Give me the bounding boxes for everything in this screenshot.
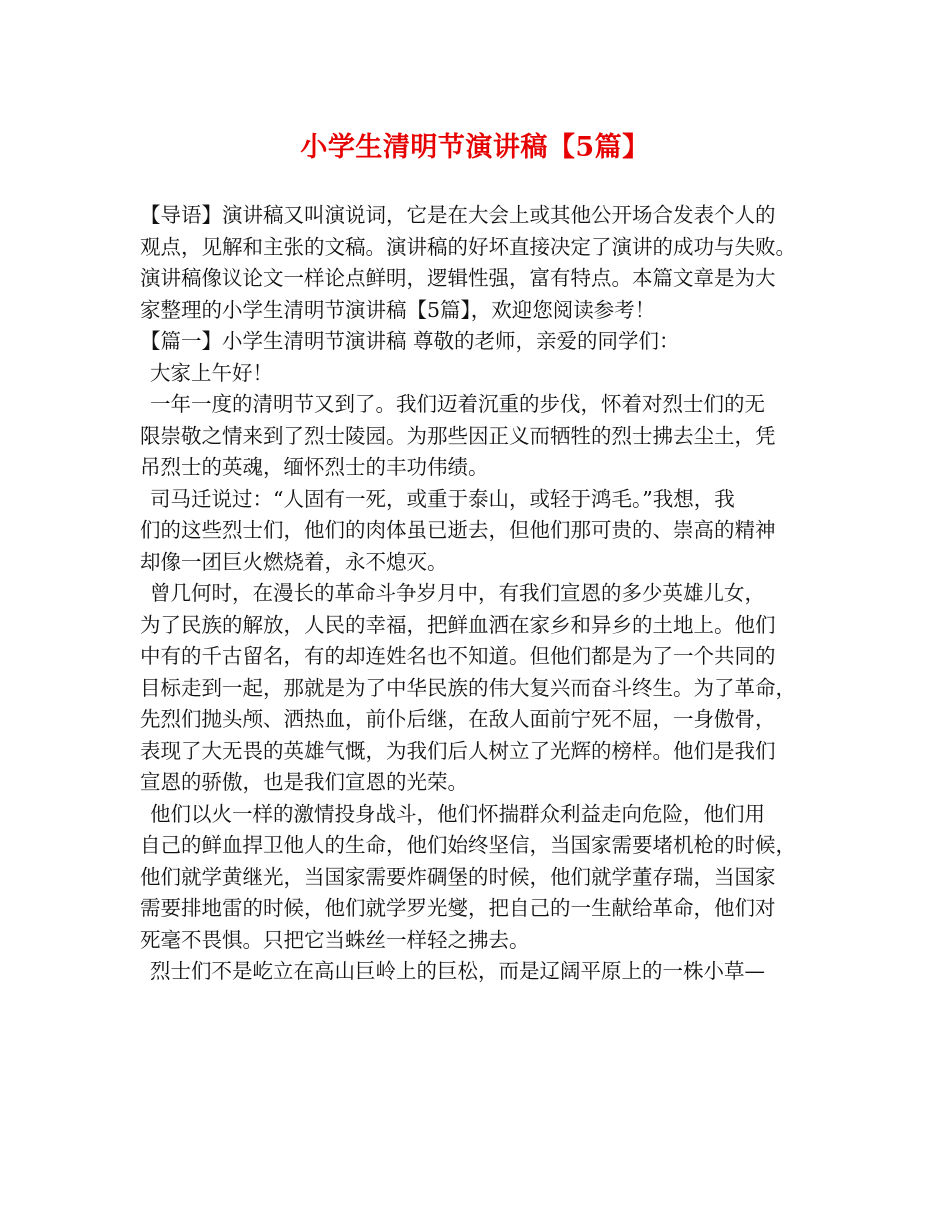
text-line: 自己的鲜血捍卫他人的生命，他们始终坚信，当国家需要堵机枪的时候， — [140, 833, 796, 857]
text-line: 曾几何时，在漫长的革命斗争岁月中，有我们宣恩的多少英雄儿女， — [150, 581, 765, 605]
text-line: 演讲稿像议论文一样论点鲜明，逻辑性强，富有特点。本篇文章是为大 — [140, 266, 776, 290]
text-line: 【导语】演讲稿又叫演说词，它是在大会上或其他公开场合发表个人的 — [140, 203, 776, 227]
text-line: 需要排地雷的时候，他们就学罗光燮，把自己的一生献给革命，他们对 — [140, 896, 776, 920]
text-line: 家整理的小学生清明节演讲稿【5篇】，欢迎您阅读参考！ — [140, 297, 656, 322]
text-line: 吊烈士的英魂，缅怀烈士的丰功伟绩。 — [140, 455, 489, 479]
text-line: 却像一团巨火燃烧着，永不熄灭。 — [140, 549, 448, 574]
text-line: 目标走到一起，那就是为了中华民族的伟大复兴而奋斗终生。为了革命， — [140, 675, 796, 700]
text-line: 限崇敬之情来到了烈士陵园。为那些因正义而牺牲的烈士拂去尘土，凭 — [140, 423, 776, 448]
text-line: 死毫不畏惧。只把它当蛛丝一样轻之拂去。 — [140, 927, 530, 952]
text-line: 烈士们不是屹立在高山巨岭上的巨松，而是辽阔平原上的一株小草— — [150, 959, 765, 983]
text-line: 为了民族的解放，人民的幸福，把鲜血洒在家乡和异乡的土地上。他们 — [140, 612, 776, 637]
document-title: 小学生清明节演讲稿【5篇】 — [300, 132, 650, 163]
text-line: 一年一度的清明节又到了。我们迈着沉重的步伐，怀着对烈士们的无 — [150, 392, 765, 416]
text-line: 先烈们抛头颅、洒热血，前仆后继，在敌人面前宁死不屈，一身傲骨， — [140, 707, 776, 731]
text-line: 观点，见解和主张的文稿。演讲稿的好坏直接决定了演讲的成功与失败。 — [140, 234, 796, 259]
text-line: 们的这些烈士们，他们的肉体虽已逝去，但他们那可贵的、崇高的精神 — [140, 518, 776, 542]
text-line: 【篇一】小学生清明节演讲稿 尊敬的老师，亲爱的同学们： — [140, 329, 680, 353]
text-line: 中有的千古留名，有的却连姓名也不知道。但他们都是为了一个共同的 — [140, 644, 776, 668]
text-line: 大家上午好！ — [150, 360, 273, 385]
text-line: 司马迁说过：“人固有一死，或重于泰山，或轻于鸿毛。”我想，我 — [150, 486, 735, 511]
text-line: 表现了大无畏的英雄气慨，为我们后人树立了光辉的榜样。他们是我们 — [140, 738, 776, 763]
document-body — [140, 200, 830, 988]
text-line: 他们就学黄继光，当国家需要炸碉堡的时候，他们就学董存瑞，当国家 — [140, 864, 776, 889]
text-line: 他们以火一样的激情投身战斗，他们怀揣群众利益走向危险，他们用 — [150, 801, 765, 826]
text-line: 宣恩的骄傲，也是我们宣恩的光荣。 — [140, 770, 468, 794]
